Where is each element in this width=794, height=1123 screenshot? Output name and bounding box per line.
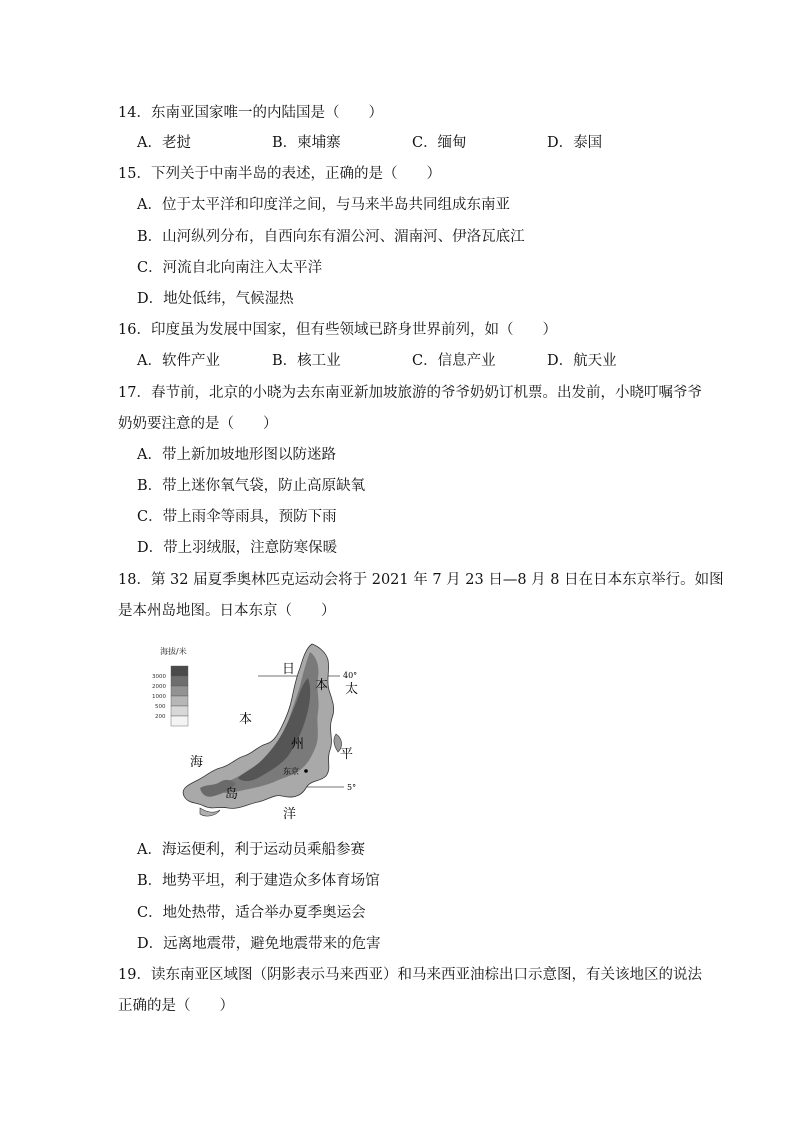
question-16-stem: 16．印度虽为发展中国家，但有些领域已跻身世界前列，如（ ） bbox=[118, 322, 557, 338]
q18-option-d[interactable]: D．远离地震带，避免地震带来的危害 bbox=[137, 936, 381, 952]
q15-option-b[interactable]: B．山河纵列分布，自西向东有湄公河、湄南河、伊洛瓦底江 bbox=[137, 229, 525, 245]
legend-value-200: 200 bbox=[155, 714, 166, 720]
q14-option-a[interactable]: A．老挝 bbox=[137, 135, 191, 151]
q15-option-c[interactable]: C．河流自北向南注入太平洋 bbox=[137, 260, 323, 276]
legend-value-2000: 2000 bbox=[152, 684, 166, 690]
label-pacific-2: 平 bbox=[340, 747, 354, 762]
question-18-stem-line1: 18．第 32 届夏季奥林匹克运动会将于 2021 年 7 月 23 日—8 月 8 日在日本东京举行。如图 bbox=[118, 572, 724, 588]
label-pacific-3: 洋 bbox=[283, 807, 297, 820]
label-tokyo: 东京 bbox=[283, 767, 299, 776]
label-pacific-1: 太 bbox=[345, 682, 359, 697]
question-15-stem: 15．下列关于中南半岛的表述，正确的是（ ） bbox=[118, 166, 441, 182]
legend-swatch-1000 bbox=[171, 686, 188, 696]
label-honshu-2: 州 bbox=[291, 737, 305, 752]
legend-value-1000: 1000 bbox=[152, 694, 166, 700]
legend-swatch-500 bbox=[171, 696, 188, 706]
legend-swatch-2000 bbox=[171, 676, 188, 686]
label-lat-5: 5° bbox=[347, 783, 357, 792]
label-honshu-3: 岛 bbox=[225, 787, 239, 802]
legend-value-3000: 3000 bbox=[152, 674, 166, 680]
q17-option-d[interactable]: D．带上羽绒服，注意防寒保暖 bbox=[137, 540, 338, 556]
label-sea-japan-1: 日 bbox=[282, 662, 296, 677]
q17-option-c[interactable]: C．带上雨伞等雨具，预防下雨 bbox=[137, 509, 337, 525]
question-19-stem-line2: 正确的是（ ） bbox=[118, 998, 234, 1014]
legend-value-500: 500 bbox=[155, 704, 166, 710]
q15-option-a[interactable]: A．位于太平洋和印度洋之间，与马来半岛共同组成东南亚 bbox=[137, 197, 510, 213]
q18-option-a[interactable]: A．海运便利，利于运动员乘船参赛 bbox=[137, 842, 365, 858]
q17-option-a[interactable]: A．带上新加坡地形图以防迷路 bbox=[137, 447, 336, 463]
question-17-stem-line2: 奶奶要注意的是（ ） bbox=[118, 416, 278, 432]
label-honshu-1: 本 bbox=[315, 678, 329, 693]
q14-option-d[interactable]: D．泰国 bbox=[547, 135, 603, 151]
label-sea-japan-3: 海 bbox=[190, 755, 204, 770]
q16-option-b[interactable]: B．核工业 bbox=[272, 353, 341, 369]
honshu-island-shape bbox=[183, 644, 342, 816]
q16-option-a[interactable]: A．软件产业 bbox=[137, 353, 220, 369]
q16-option-d[interactable]: D．航天业 bbox=[547, 353, 617, 369]
question-14-stem: 14．东南亚国家唯一的内陆国是（ ） bbox=[118, 105, 383, 121]
legend-title: 海拔/米 bbox=[160, 647, 187, 656]
question-17-stem-line1: 17．春节前，北京的小晓为去东南亚新加坡旅游的爷爷奶奶订机票。出发前，小晓叮嘱爷爷 bbox=[118, 385, 702, 401]
q18-option-c[interactable]: C．地处热带，适合举办夏季奥运会 bbox=[137, 905, 366, 921]
q15-option-d[interactable]: D．地处低纬，气候湿热 bbox=[137, 291, 294, 307]
tokyo-marker bbox=[304, 769, 308, 773]
legend-swatch-0 bbox=[171, 716, 188, 726]
honshu-map bbox=[140, 638, 370, 820]
label-sea-japan-2: 本 bbox=[239, 712, 253, 727]
legend-swatch-3000 bbox=[171, 666, 188, 676]
label-lat-40: 40° bbox=[343, 671, 358, 680]
q14-option-b[interactable]: B．柬埔寨 bbox=[272, 135, 341, 151]
q16-option-c[interactable]: C．信息产业 bbox=[412, 353, 496, 369]
legend-swatch-200 bbox=[171, 706, 188, 716]
q14-option-c[interactable]: C．缅甸 bbox=[412, 135, 467, 151]
q17-option-b[interactable]: B．带上迷你氧气袋，防止高原缺氧 bbox=[137, 478, 366, 494]
elevation-legend bbox=[152, 666, 188, 726]
question-16-options bbox=[0, 351, 794, 371]
question-14-options bbox=[0, 133, 794, 153]
question-18-stem-line2: 是本州岛地图。日本东京（ ） bbox=[118, 603, 336, 619]
question-19-stem-line1: 19．读东南亚区域图（阴影表示马来西亚）和马来西亚油棕出口示意图，有关该地区的说法 bbox=[118, 967, 702, 983]
q18-option-b[interactable]: B．地势平坦，利于建造众多体育场馆 bbox=[137, 873, 380, 889]
